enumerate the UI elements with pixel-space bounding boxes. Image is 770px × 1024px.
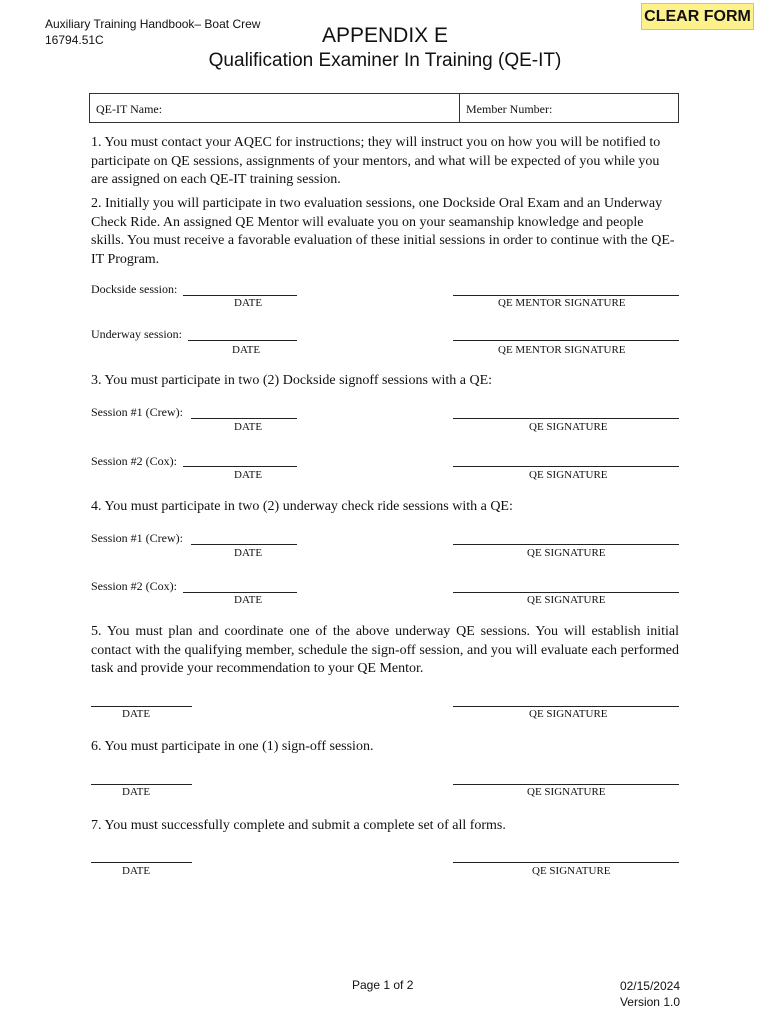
page-title: APPENDIX E: [321, 24, 449, 47]
date-caption: DATE: [234, 469, 263, 481]
date-caption: DATE: [122, 865, 151, 877]
session-1-crew-label: Session #1 (Crew):: [91, 531, 183, 545]
instruction-4: 4. You must participate in two (2) underway check ride sessions with a QE:: [91, 499, 513, 514]
mentor-signature-caption: QE MENTOR SIGNATURE: [498, 297, 626, 309]
underway-cox-signature-line[interactable]: [453, 592, 679, 593]
forms-signature-line[interactable]: [453, 862, 679, 863]
underway-signature-line[interactable]: [453, 340, 679, 341]
qe-it-name-label: QE-IT Name:: [96, 102, 163, 116]
qe-signature-caption: QE SIGNATURE: [527, 594, 606, 606]
member-number-field[interactable]: [460, 94, 678, 122]
instruction-5: 5. You must plan and coordinate one of the above underway QE sessions. You will establish initial contact with the qualifying member, schedule the sign-off session, and you will evaluate each performed task and provide your recommendation to your QE Mentor.: [91, 624, 679, 676]
date-caption: DATE: [122, 786, 151, 798]
footer-version: Version 1.0: [619, 995, 680, 1009]
instruction-6: 6. You must participate in one (1) sign-off session.: [91, 739, 374, 754]
underway-crew-signature-line[interactable]: [453, 544, 679, 545]
name-member-box: [89, 93, 679, 123]
qe-signature-caption: QE SIGNATURE: [529, 469, 608, 481]
date-caption: DATE: [122, 708, 151, 720]
member-number-label: Member Number:: [466, 102, 553, 116]
dockside-cox-signature-line[interactable]: [453, 466, 679, 467]
instruction-1: 1. You must contact your AQEC for instructions; they will instruct you on how you will be notified to participate on QE sessions, assignments of your mentors, and what will be expected of you while you are assigned on each QE-IT training session.: [91, 135, 661, 187]
plan-date-line[interactable]: [91, 706, 192, 707]
date-caption: DATE: [234, 421, 263, 433]
session-2-cox-label: Session #2 (Cox):: [91, 579, 178, 593]
footer-date: 02/15/2024: [619, 979, 680, 993]
instruction-2: 2. Initially you will participate in two evaluation sessions, one Dockside Oral Exam and an Underway Check Ride. An assigned QE Mentor will evaluate you on your seamanship knowledge and people skills. You must receive a favorable evaluation of these initial sessions in order to continue with the QE-IT Program.: [91, 196, 675, 267]
handbook-number: 16794.51C: [45, 33, 104, 47]
qe-signature-caption: QE SIGNATURE: [527, 547, 606, 559]
date-caption: DATE: [232, 344, 261, 356]
dockside-crew-signature-line[interactable]: [453, 418, 679, 419]
qe-signature-caption: QE SIGNATURE: [529, 421, 608, 433]
mentor-signature-caption: QE MENTOR SIGNATURE: [498, 344, 626, 356]
page-number: Page 1 of 2: [352, 978, 414, 992]
handbook-title: Auxiliary Training Handbook– Boat Crew: [45, 17, 261, 31]
signoff-signature-line[interactable]: [453, 784, 679, 785]
date-caption: DATE: [234, 297, 263, 309]
qe-signature-caption: QE SIGNATURE: [527, 786, 606, 798]
underway-crew-date-line[interactable]: [191, 544, 297, 545]
dockside-session-label: Dockside session:: [91, 282, 178, 296]
qe-it-name-field[interactable]: [90, 94, 460, 122]
page-subtitle: Qualification Examiner In Training (QE-IT): [208, 50, 562, 71]
forms-date-line[interactable]: [91, 862, 192, 863]
underway-cox-date-line[interactable]: [183, 592, 297, 593]
underway-date-line[interactable]: [188, 340, 297, 341]
dockside-signature-line[interactable]: [453, 295, 679, 296]
dockside-date-line[interactable]: [183, 295, 297, 296]
qe-signature-caption: QE SIGNATURE: [532, 865, 611, 877]
qe-signature-caption: QE SIGNATURE: [529, 708, 608, 720]
underway-session-label: Underway session:: [91, 327, 182, 341]
clear-form-button[interactable]: CLEAR FORM: [641, 3, 754, 30]
session-2-cox-label: Session #2 (Cox):: [91, 454, 178, 468]
signoff-date-line[interactable]: [91, 784, 192, 785]
session-1-crew-label: Session #1 (Crew):: [91, 405, 183, 419]
date-caption: DATE: [234, 594, 263, 606]
date-caption: DATE: [234, 547, 263, 559]
instruction-7: 7. You must successfully complete and submit a complete set of all forms.: [91, 818, 506, 833]
dockside-crew-date-line[interactable]: [191, 418, 297, 419]
dockside-cox-date-line[interactable]: [183, 466, 297, 467]
plan-signature-line[interactable]: [453, 706, 679, 707]
instruction-3: 3. You must participate in two (2) Dockside signoff sessions with a QE:: [91, 373, 493, 388]
